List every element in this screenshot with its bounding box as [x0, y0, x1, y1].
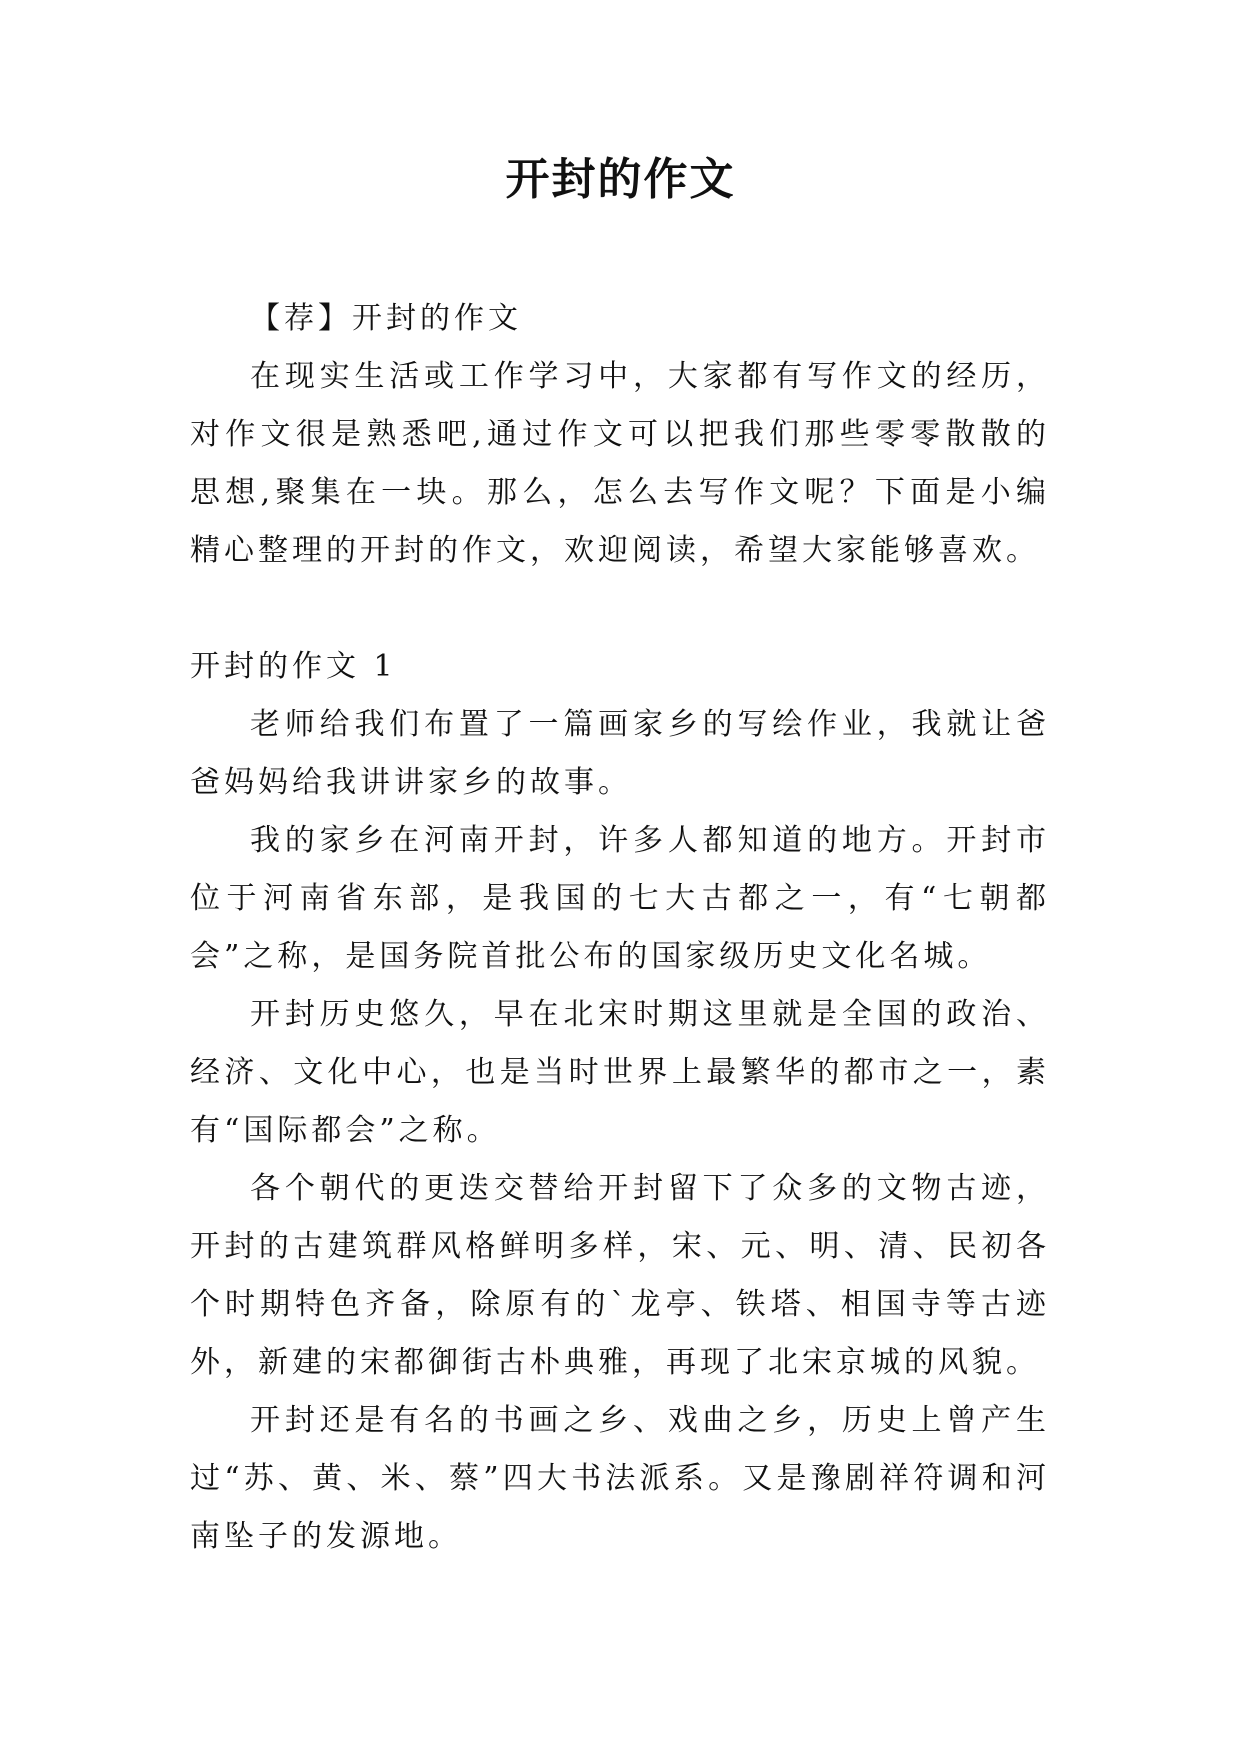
paragraph-5: 开封还是有名的书画之乡、戏曲之乡，历史上曾产生过“苏、黄、米、蔡”四大书法派系。又是豫剧祥符调和河南坠子的发源地。	[190, 1403, 1050, 1554]
intro-recommend-line: 【荐】开封的作文	[250, 301, 522, 336]
section-heading: 开封的作文 1	[190, 649, 397, 684]
paragraph-1: 老师给我们布置了一篇画家乡的写绘作业，我就让爸爸妈妈给我讲讲家乡的故事。	[190, 707, 1050, 800]
paragraph-4: 各个朝代的更迭交替给开封留下了众多的文物古迹，开封的古建筑群风格鲜明多样，宋、元、明、清、民初各个时期特色齐备，除原有的`龙亭、铁塔、相国寺等古迹外，新建的宋都御街古朴典雅，再现了北宋京城的风貌。	[190, 1171, 1050, 1380]
paragraph-2: 我的家乡在河南开封，许多人都知道的地方。开封市位于河南省东部，是我国的七大古都之一，有“七朝都会”之称，是国务院首批公布的国家级历史文化名城。	[190, 823, 1050, 974]
intro-paragraph: 在现实生活或工作学习中，大家都有写作文的经历，对作文很是熟悉吧,通过作文可以把我们那些零零散散的思想,聚集在一块。那么，怎么去写作文呢？下面是小编精心整理的开封的作文，欢迎阅读，希望大家能够喜欢。	[190, 359, 1050, 568]
document-body	[190, 290, 1050, 1566]
paragraph-3: 开封历史悠久，早在北宋时期这里就是全国的政治、经济、文化中心，也是当时世界上最繁华的都市之一，素有“国际都会”之称。	[190, 997, 1050, 1148]
document-title: 开封的作文	[505, 154, 736, 205]
